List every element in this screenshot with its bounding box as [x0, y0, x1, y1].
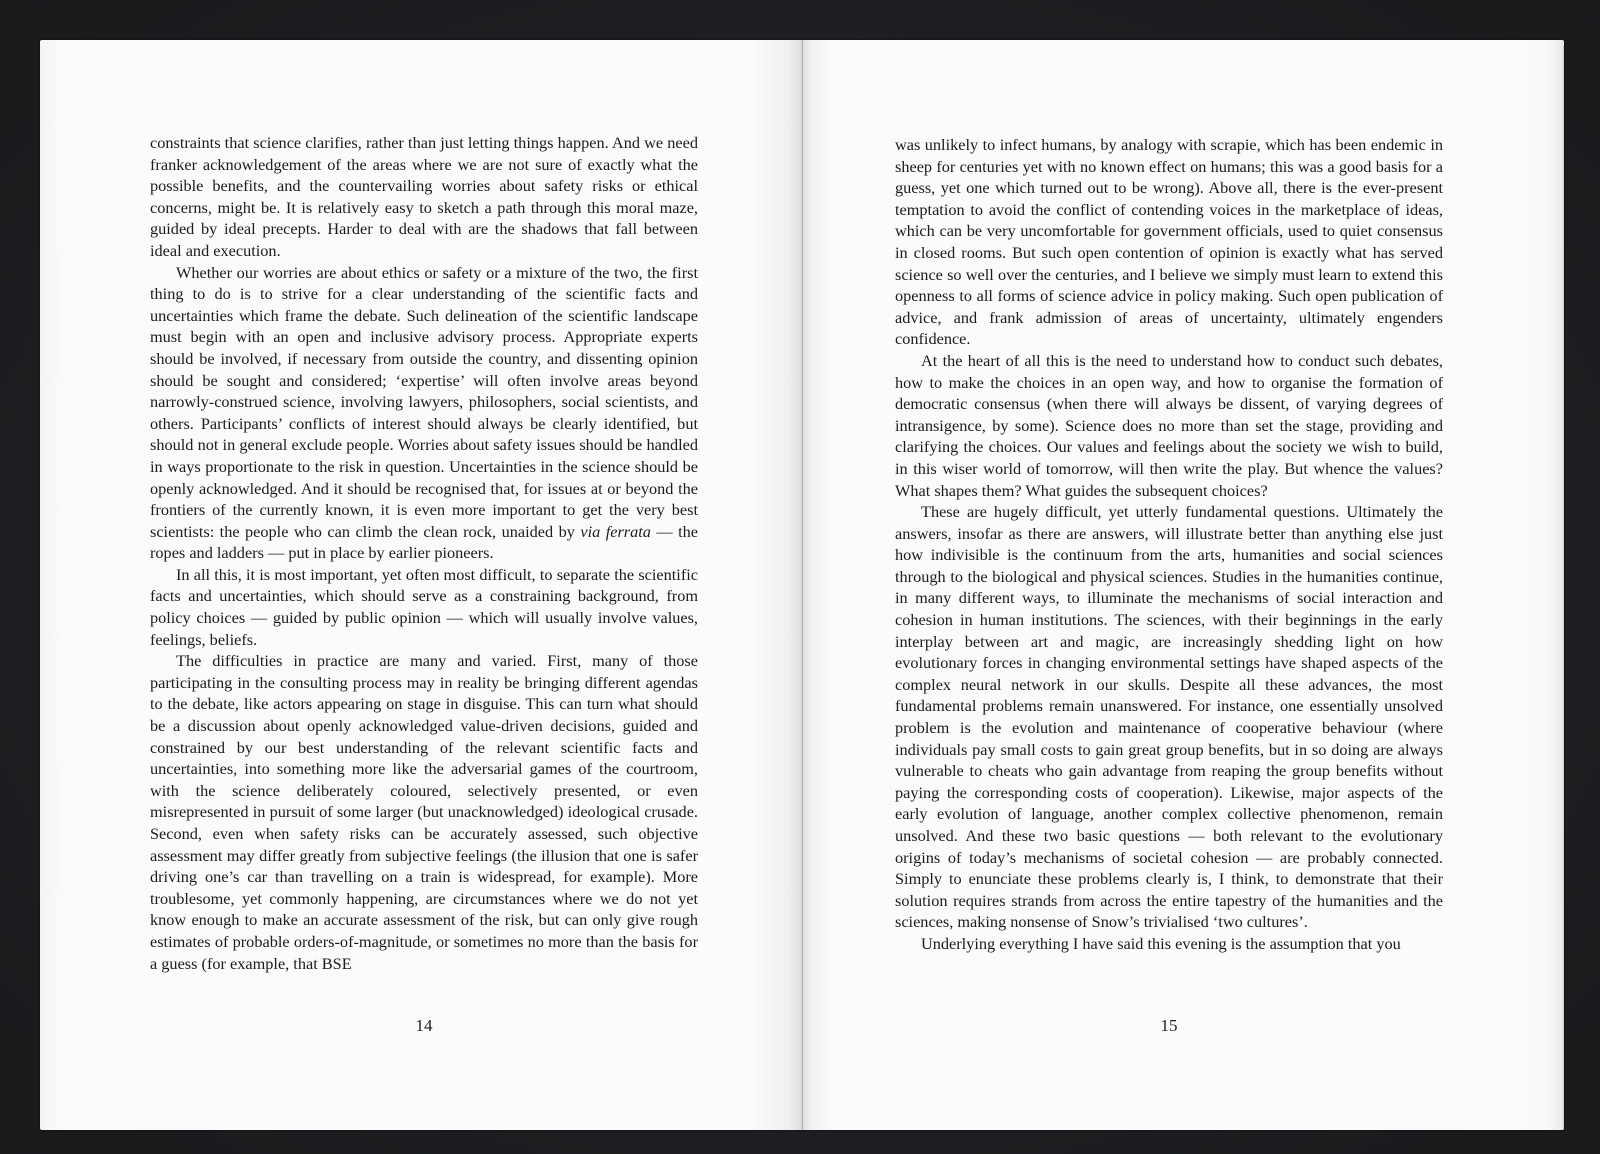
paragraph: Underlying everything I have said this evening is the assumption that you [921, 933, 1401, 953]
right-page [803, 40, 1564, 1130]
open-book [40, 40, 1564, 1132]
paragraph: constraints that science clarifies, rather than just letting things happen. And we need franker acknowledgement of the areas where we are not sure of exactly what the possible benefits, and the countervailing worries about safety risks or ethical concerns, might be. It is relatively easy to sketch a path through this moral maze, guided by ideal precepts. Harder to deal with are the shadows that fall between ideal and execution. [150, 133, 698, 260]
left-page [40, 40, 803, 1130]
paragraph [150, 262, 698, 564]
italic-phrase: via ferrata [580, 521, 651, 541]
page-edge-stack [1562, 46, 1564, 1128]
left-page-text [150, 132, 698, 974]
paragraph: In all this, it is most important, yet often most difficult, to separate the scientific facts and uncertainties, which should serve as a constraining background, from policy choices — guided by public opinion — which will usually involve values, feelings, beliefs. [150, 564, 698, 649]
paragraph: The difficulties in practice are many and varied. First, many of those participating in the consulting process may in reality be bringing different agendas to the debate, like actors appearing on stage in disguise. This can turn what should be a discussion about openly acknowledged value-driven decisions, guided and constrained by our best understanding of the relevant scientific facts and uncertainties, into something more like the adversarial games of the courtroom, with the science deliberately coloured, selectively presented, or even misrepresented in pursuit of some larger (but unacknowledged) ideological crusade. Second, even when safety risks can be accurately assessed, such objective assessment may differ greatly from subjective feelings (the illusion that one is safer driving one’s car than travelling on a train is widespread, for example). More troublesome, yet commonly happening, are circumstances where we do not yet know enough to make an accurate assessment of the risk, but can only give rough estimates of probable orders-of-magnitude, or sometimes no more than the basis for a guess (for example, that BSE [150, 651, 698, 973]
paragraph: At the heart of all this is the need to understand how to conduct such debates, how to make the choices in an open way, and how to organise the formation of democratic consensus (when there will always be dissent, of varying degrees of intransigence, by some). Science does no more than set the stage, providing and clarifying the choices. Our values and feelings about the society we wish to build, in this wiser world of tomorrow, will then write the play. But whence the values? What shapes them? What guides the subsequent choices? [895, 350, 1443, 500]
paragraph: was unlikely to infect humans, by analogy with scrapie, which has been endemic in sheep for centuries yet with no known effect on humans; this was a good basis for a guess, yet one which turned out to be wrong). Above all, there is the ever-present temptation to avoid the conflict of contending voices in the marketplace of ideas, which can be very uncomfortable for government officials, used to quiet consensus in closed rooms. But such open contention of opinion is exactly what has served science so well over the centuries, and I believe we simply must learn to extend this openness to all forms of science advice in policy making. Such open publication of advice, and frank admission of areas of uncertainty, ultimately engenders confidence. [895, 135, 1443, 349]
page-number: 15 [1160, 1016, 1178, 1035]
page-number: 14 [415, 1016, 433, 1035]
right-page-text [895, 134, 1443, 955]
paragraph-text: — the ropes and ladders — put in place by earlier pioneers. [150, 521, 699, 563]
paragraph: These are hugely difficult, yet utterly fundamental questions. Ultimately the answers, insofar as there are answers, will illustrate better than anything else just how indivisible is the continuum from the arts, humanities and social sciences through to the biological and physical sciences. Studies in the humanities continue, in many different ways, to illuminate the mechanisms of social interaction and cohesion in human institutions. The sciences, with their beginnings in the early interplay between art and magic, are increasingly shedding light on how evolutionary forces in changing environmental settings have shaped aspects of the complex neural network in our skulls. Despite all these advances, the most fundamental problems remain unanswered. For instance, one essentially unsolved problem is the evolution and maintenance of cooperative behaviour (where individuals pay small costs to gain great group benefits, but in so doing are always vulnerable to cheats who gain advantage from reaping the group benefits without paying the corresponding costs of cooperation). Likewise, major aspects of the early evolution of language, another complex collective phenomenon, remain unsolved. And these two basic questions — both relevant to the evolutionary origins of today’s mechanisms of societal cohesion — are probably connected. Simply to enunciate these problems clearly is, I think, to demonstrate that their solution requires strands from across the entire tapestry of the humanities and the sciences, making nonsense of Snow’s trivialised ‘two cultures’. [895, 502, 1443, 932]
paragraph-text: Whether our worries are about ethics or safety or a mixture of the two, the first thing to do is to strive for a clear understanding of the scientific facts and uncertainties which frame the debate. Such delineation of the scientific landscape must begin with an open and inclusive advisory process. Appropriate experts should be involved, if necessary from outside the country, and dissenting opinion should be sought and considered; ‘expertise’ will often involve areas beyond narrowly-construed science, involving lawyers, philosophers, social scientists, and others. Participants’ conflicts of interest should always be clearly identified, but should not in general exclude people. Worries about safety issues should be handled in ways proportionate to the risk in question. Uncertainties in the science should be openly acknowledged. And it should be recognised that, for issues at or beyond the frontiers of the currently known, it is even more important to get the very best scientists: the people who can climb the clean rock, unaided by [150, 262, 698, 541]
